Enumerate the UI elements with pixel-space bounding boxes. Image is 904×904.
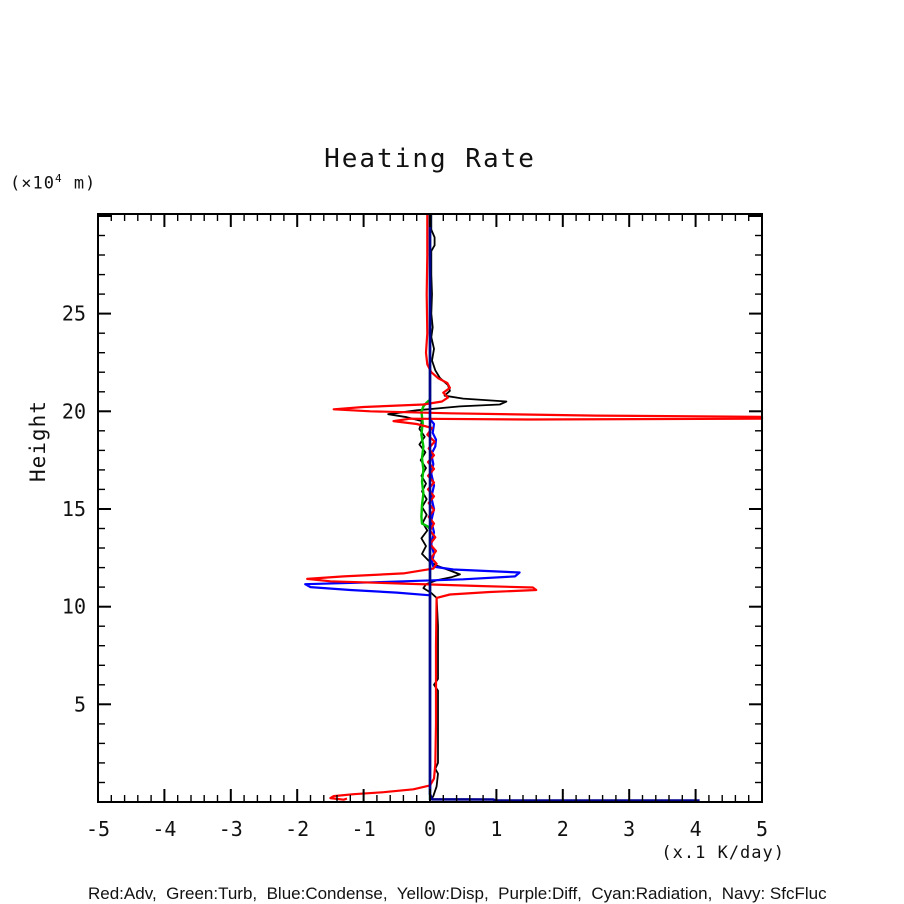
x-tick-label: -2 bbox=[285, 817, 310, 841]
y-tick-label: 25 bbox=[61, 301, 86, 326]
series-line-sfcfluc bbox=[430, 214, 700, 801]
series-line-condense bbox=[305, 214, 519, 800]
series-line-adv bbox=[307, 214, 762, 800]
y-axis-unit-label bbox=[10, 172, 96, 194]
chart-title: Heating Rate bbox=[324, 144, 536, 174]
x-tick-label: -4 bbox=[152, 817, 177, 841]
x-tick-label: -1 bbox=[351, 817, 376, 841]
x-tick-label: -5 bbox=[85, 817, 111, 841]
x-tick-label: 3 bbox=[623, 817, 636, 841]
x-tick-label: 0 bbox=[423, 817, 437, 841]
x-axis-unit-label: (x.1 K/day) bbox=[661, 843, 785, 863]
color-key-legend: Red:Adv, Green:Turb, Blue:Condense, Yellow:Disp, Purple:Diff, Cyan:Radiation, Navy: SfcFluc bbox=[88, 884, 827, 903]
y-unit-suffix: m) bbox=[62, 173, 97, 194]
y-tick-label: 10 bbox=[61, 594, 86, 619]
y-tick-label: 15 bbox=[61, 497, 86, 521]
y-tick-label: 5 bbox=[73, 692, 86, 717]
x-tick-label: 1 bbox=[490, 817, 503, 841]
x-tick-label: 2 bbox=[556, 817, 569, 841]
series-line-total bbox=[388, 214, 506, 799]
y-unit-prefix: (×10 bbox=[10, 173, 55, 194]
y-tick-label: 20 bbox=[61, 399, 86, 424]
x-tick-label: 5 bbox=[755, 817, 769, 841]
x-tick-label: 4 bbox=[689, 817, 702, 841]
y-axis-title: Height bbox=[26, 400, 50, 482]
x-tick-label: -3 bbox=[218, 817, 243, 841]
y-unit-exponent: 4 bbox=[54, 172, 63, 185]
